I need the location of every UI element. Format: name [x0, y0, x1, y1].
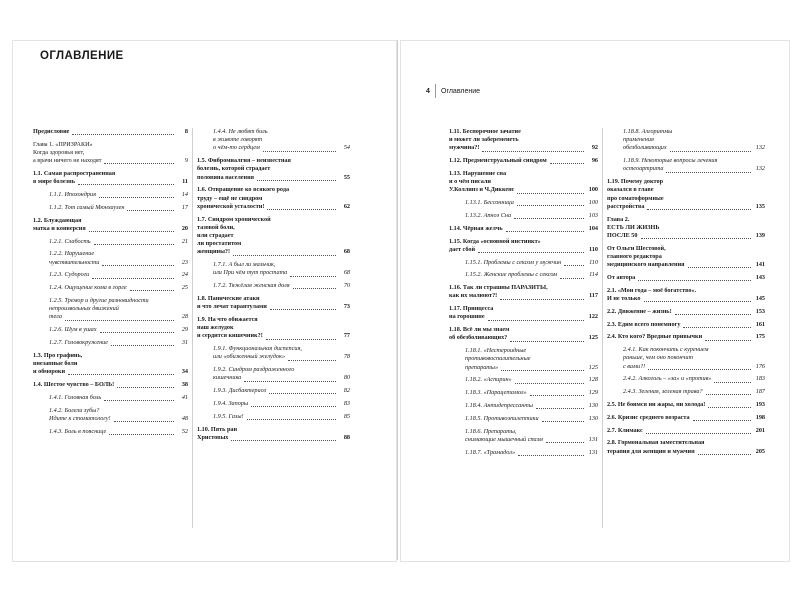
toc-entry-page: 183: [755, 375, 765, 383]
toc-entry[interactable]: [49, 339, 188, 347]
toc-entry-page: 131: [588, 448, 598, 456]
toc-entry-page: 130: [588, 402, 598, 409]
toc-entry-page: 82: [343, 387, 350, 395]
toc-entry[interactable]: [465, 376, 598, 384]
toc-entry-title: 1.18.4. Антидепрессанты: [465, 402, 533, 409]
toc-entry-title: 1.2.7. Головокружение: [49, 339, 109, 346]
toc-entry-title: 1.4.3. Боль в пояснице: [49, 427, 107, 435]
toc-entry-page: 77: [343, 332, 350, 340]
toc-entry[interactable]: [33, 352, 188, 377]
toc-column-2: [197, 128, 350, 528]
toc-entry-page: 122: [588, 313, 598, 321]
toc-entry-page: 205: [755, 447, 765, 455]
toc-entry-title: 2.7. Климакс: [607, 426, 643, 434]
toc-entry[interactable]: [607, 308, 765, 316]
dot-leader: [641, 238, 751, 239]
toc-entry[interactable]: [213, 282, 350, 290]
toc-entry[interactable]: [49, 238, 188, 246]
dot-leader: [482, 151, 584, 152]
toc-entry-title: 2.6. Кризис среднего возраста: [607, 413, 690, 421]
toc-entry-title: 1.15. Когда «основной инстинкт» дает сбой: [449, 237, 541, 253]
dot-leader: [117, 387, 174, 388]
dot-leader: [100, 332, 174, 333]
toc-entry-page: 38: [181, 381, 188, 388]
toc-entry-title: 1.18.6. Препараты, снимающие мышечный спазм: [465, 427, 543, 443]
toc-entry-page: 85: [343, 412, 350, 420]
toc-entry[interactable]: [197, 186, 350, 211]
toc-entry-title: 1.2.5. Тремор и другие разновидности непроизвольных движений тела: [49, 297, 149, 321]
dot-leader: [550, 163, 584, 164]
toc-entry-page: 29: [181, 326, 188, 334]
toc-entry[interactable]: [33, 141, 188, 166]
toc-entry[interactable]: [623, 157, 765, 173]
toc-entry[interactable]: [449, 128, 598, 153]
toc-entry-title: 1.4.2. Болели зубы? Идите к стоматологу!: [49, 406, 111, 422]
dot-leader: [683, 327, 751, 328]
toc-entry-title: 1.1. Самая распространенная в мире болезнь: [33, 170, 116, 186]
dot-leader: [293, 288, 336, 289]
toc-entry-title: 1.12. Предменструальный синдром: [449, 157, 547, 165]
dot-leader: [648, 369, 751, 370]
dot-leader: [638, 280, 751, 281]
dot-leader: [92, 278, 174, 279]
toc-entry-page: 161: [755, 320, 765, 328]
toc-entry-title: 1.18.1. «Нестероидные противовоспалительные препараты»: [465, 347, 531, 371]
dot-leader: [104, 163, 174, 164]
toc-entry-page: 88: [343, 433, 350, 441]
toc-entry-title: 1.2.3. Судороги: [49, 271, 90, 279]
dot-leader: [644, 301, 751, 302]
toc-entry[interactable]: [213, 366, 350, 382]
dot-leader: [102, 265, 174, 266]
toc-entry-title: 1.18. Всё ли мы знаем об обезболивающих?: [449, 326, 510, 342]
toc-entry[interactable]: [49, 250, 188, 266]
toc-entry-title: 1.4.4. Не любят боль в животе говорят о чём-то сердцем: [213, 128, 268, 152]
toc-entry-title: 2.4.1. Как покончить с курением раньше, чем оно покончит с вами?!: [623, 346, 709, 370]
toc-entry-title: 1.7.1. А был ли мальчик, или При чём тут простата: [213, 261, 288, 277]
toc-entry-page: 103: [588, 212, 598, 219]
toc-entry[interactable]: [197, 295, 350, 311]
toc-entry-page: 54: [343, 144, 350, 152]
dot-leader: [109, 434, 174, 435]
toc-entry-page: 48: [181, 414, 188, 422]
toc-entry[interactable]: [465, 402, 598, 410]
toc-entry-page: 80: [343, 374, 350, 382]
dot-leader: [269, 393, 336, 394]
dot-leader: [546, 442, 584, 443]
dot-leader: [244, 381, 336, 382]
toc-entry-page: 132: [755, 165, 765, 173]
toc-entry-page: 201: [755, 426, 765, 434]
toc-column-4: [607, 128, 765, 528]
toc-entry[interactable]: [33, 217, 188, 233]
toc-entry-title: 2.1. «Мои года – моё богатство». И не только: [607, 286, 697, 302]
toc-entry-title: 1.18.8. Алгоритмы применения обезболивающих: [623, 128, 673, 152]
toc-entry[interactable]: [465, 212, 598, 220]
toc-entry-title: 2.8. Гормональная заместительная терапия для женщин и мужчин: [607, 439, 705, 455]
toc-entry-page: 55: [343, 173, 350, 181]
dot-leader: [68, 374, 174, 375]
toc-entry-title: 1.9. На что обижается наш желудок и сердится кишечник?!: [197, 316, 263, 340]
dot-leader: [99, 197, 174, 198]
dot-leader: [111, 345, 174, 346]
toc-entry-page: 41: [181, 393, 188, 401]
toc-entry-page: 52: [181, 427, 188, 435]
toc-entry-title: 1.5. Фибромиалгия – неизвестная болезнь, которой страдает половина населения: [197, 157, 291, 181]
toc-entry-page: 9: [184, 157, 188, 165]
toc-entry[interactable]: [465, 199, 598, 207]
toc-entry-title: 1.15.1. Проблемы с сексом у мужчин: [465, 258, 562, 266]
toc-entry-title: От Ольги Шестовой, главного редактора медицинского направления: [607, 244, 685, 269]
toc-entry-title: 1.2.1. Слабость: [49, 237, 91, 245]
toc-entry-title: Глава 1. «ПРИЗРАКИ» Когда здоровья нет, а врачи ничего не находят: [33, 140, 102, 165]
toc-entry-page: 132: [755, 144, 765, 152]
toc-entry[interactable]: [465, 271, 598, 279]
dot-leader: [708, 407, 751, 408]
toc-entry-title: 1.16. Так ли страшны ПАРАЗИТЫ, как их малюют?!: [449, 284, 548, 300]
toc-entry-page: 176: [755, 362, 765, 370]
toc-title: ОГЛАВЛЕНИЕ: [40, 50, 124, 62]
toc-entry[interactable]: [49, 297, 188, 322]
toc-entry[interactable]: [213, 400, 350, 408]
toc-entry[interactable]: [49, 407, 188, 423]
toc-entry-title: 1.18.9. Некоторые вопросы лечения остеоартрита: [623, 157, 718, 173]
toc-entry-title: 1.2.2. Нарушение чувствительности: [49, 250, 100, 266]
toc-entry-page: 20: [181, 224, 188, 232]
dot-leader: [517, 193, 584, 194]
dot-leader: [646, 433, 751, 434]
dot-leader: [78, 184, 174, 185]
dot-leader: [688, 267, 751, 268]
toc-entry-page: 21: [181, 237, 188, 245]
toc-entry-title: 1.18.2. «Аспирин»: [465, 376, 512, 384]
toc-entry-title: 1.8. Панические атаки и что лечат тарантулами: [197, 295, 267, 311]
toc-entry[interactable]: [607, 245, 765, 270]
toc-entry-page: 139: [755, 232, 765, 239]
toc-entry-page: 104: [588, 224, 598, 232]
toc-entry[interactable]: [465, 428, 598, 444]
dot-leader: [233, 255, 336, 256]
toc-entry[interactable]: [213, 261, 350, 277]
toc-entry[interactable]: [197, 316, 350, 341]
toc-entry-page: 68: [343, 269, 350, 277]
dot-leader: [500, 299, 584, 300]
dot-leader: [517, 205, 584, 206]
toc-entry[interactable]: [213, 413, 350, 421]
header-separator: [435, 84, 436, 98]
dot-leader: [564, 265, 584, 266]
toc-entry-page: 117: [589, 292, 598, 300]
toc-entry[interactable]: [449, 157, 598, 165]
toc-entry[interactable]: [465, 449, 598, 457]
toc-entry-title: 1.4. Шестое чувство – БОЛЬ!: [33, 381, 115, 388]
dot-leader: [266, 339, 336, 340]
toc-entry-page: 193: [755, 401, 765, 408]
toc-entry-page: 198: [755, 413, 765, 421]
toc-entry-page: 145: [755, 295, 765, 302]
page-number: 4: [426, 88, 430, 95]
toc-entry-page: 73: [343, 303, 350, 311]
toc-entry[interactable]: [49, 326, 188, 334]
toc-entry-page: 31: [181, 339, 188, 346]
toc-entry[interactable]: [49, 394, 188, 402]
toc-entry-page: 96: [591, 157, 598, 165]
dot-leader: [290, 276, 336, 277]
toc-entry-page: 143: [755, 274, 765, 281]
toc-entry-title: 1.9.4. Запоры: [213, 400, 249, 407]
dot-leader: [670, 151, 751, 152]
toc-column-1: [33, 128, 188, 528]
dot-leader: [231, 440, 336, 441]
dot-leader: [560, 278, 584, 279]
toc-entry-page: 129: [588, 389, 598, 397]
dot-leader: [501, 370, 584, 371]
toc-entry-page: 62: [343, 202, 350, 210]
toc-entry[interactable]: [465, 389, 598, 397]
toc-entry[interactable]: [33, 128, 188, 136]
dot-leader: [693, 420, 751, 421]
toc-entry[interactable]: [213, 345, 350, 361]
toc-entry[interactable]: [449, 284, 598, 300]
toc-entry-title: 1.1.1. Ипохондрия: [49, 191, 96, 198]
toc-entry-page: 34: [181, 368, 188, 376]
dot-leader: [257, 180, 336, 181]
toc-entry-title: 1.18.7. «Трамадол»: [465, 448, 516, 456]
toc-entry-page: 153: [755, 307, 765, 315]
toc-entry[interactable]: [449, 170, 598, 195]
toc-entry-page: 125: [588, 363, 598, 371]
toc-entry-page: 110: [589, 245, 598, 253]
column-divider: [602, 128, 603, 528]
toc-entry-page: 110: [589, 258, 598, 266]
toc-entry[interactable]: [197, 157, 350, 182]
toc-entry-title: 1.2. Блуждающая матка и конверсия: [33, 216, 86, 232]
toc-entry[interactable]: [607, 274, 765, 282]
dot-leader: [542, 421, 584, 422]
toc-entry[interactable]: [465, 259, 598, 267]
toc-entry-page: 130: [588, 414, 598, 422]
toc-entry[interactable]: [49, 428, 188, 436]
toc-entry-page: 78: [343, 353, 350, 361]
dot-leader: [288, 360, 336, 361]
dot-leader: [104, 400, 174, 401]
running-header: Оглавление: [441, 88, 481, 95]
toc-entry-title: 1.18.5. Противоэпилептики: [465, 414, 539, 422]
toc-entry-page: 68: [343, 248, 350, 256]
toc-entry-page: 92: [591, 144, 598, 152]
dot-leader: [518, 455, 584, 456]
toc-entry-page: 128: [588, 376, 598, 384]
toc-entry[interactable]: [49, 204, 188, 212]
toc-entry[interactable]: [449, 238, 598, 254]
dot-leader: [514, 218, 584, 219]
dot-leader: [536, 408, 584, 409]
dot-leader: [530, 395, 584, 396]
toc-entry-page: 8: [184, 128, 188, 135]
toc-entry-page: 175: [755, 333, 765, 341]
toc-entry[interactable]: [607, 414, 765, 422]
toc-column-3: [449, 128, 598, 528]
toc-entry-title: 1.6. Отвращение ко всякого рода труду – ещё не синдром хронической усталости!: [197, 186, 290, 210]
toc-entry-title: 2.3. Едим всего понемногу: [607, 320, 681, 328]
toc-entry-title: 1.10. Пять ран Христовых: [197, 425, 238, 441]
toc-entry[interactable]: [197, 426, 350, 442]
toc-entry[interactable]: [607, 439, 765, 455]
toc-entry-title: 2.5. Не боимся ни жары, ни холода!: [607, 401, 706, 408]
toc-entry[interactable]: [449, 326, 598, 342]
dot-leader: [478, 252, 584, 253]
toc-entry-page: 187: [755, 388, 765, 396]
toc-entry-title: 1.15.2. Женские проблемы с сексом: [465, 271, 558, 279]
toc-entry[interactable]: [33, 381, 188, 389]
toc-entry-page: 14: [181, 191, 188, 198]
toc-entry-title: 1.3. Про графинь, внезапные боли и обмороки: [33, 351, 83, 376]
dot-leader: [714, 382, 751, 383]
dot-leader: [506, 231, 584, 232]
toc-entry[interactable]: [607, 287, 765, 303]
toc-entry-page: 70: [343, 282, 350, 290]
dot-leader: [94, 244, 174, 245]
toc-entry[interactable]: [465, 415, 598, 423]
toc-entry-title: 1.13.2. Апноэ Сна: [465, 212, 512, 219]
dot-leader: [706, 394, 751, 395]
toc-entry-title: 1.11. Беспорочное зачатие и может ли забеременеть мужчина?!: [449, 128, 521, 152]
toc-entry-title: Глава 2. ЕСТЬ ЛИ ЖИЗНЬ ПОСЛЕ 50: [607, 215, 660, 239]
toc-entry-page: 17: [181, 203, 188, 211]
toc-entry-title: 1.2.4. Ощущение кома в горле: [49, 284, 127, 292]
toc-entry-page: 23: [181, 258, 188, 266]
toc-entry-title: 1.9.3. Дисбактериоз: [213, 387, 267, 395]
toc-entry-page: 135: [755, 202, 765, 210]
toc-entry[interactable]: [607, 427, 765, 435]
toc-entry-page: 100: [588, 199, 598, 207]
toc-entry[interactable]: [623, 388, 765, 396]
toc-entry[interactable]: [33, 170, 188, 186]
toc-entry[interactable]: [607, 333, 765, 341]
toc-entry-title: От автора: [607, 274, 636, 281]
toc-entry-page: 125: [588, 334, 598, 342]
toc-entry[interactable]: [213, 128, 350, 153]
toc-entry-title: 1.7.2. Тяжёлая женская доля: [213, 282, 290, 290]
toc-entry[interactable]: [623, 346, 765, 371]
dot-leader: [251, 406, 336, 407]
toc-entry-title: 2.2. Движение – жизнь!: [607, 307, 672, 315]
dot-leader: [114, 421, 174, 422]
toc-entry-title: 1.13.1. Бессонница: [465, 199, 514, 207]
dot-leader: [263, 151, 336, 152]
dot-leader: [647, 209, 751, 210]
toc-entry-page: 131: [588, 435, 598, 443]
toc-entry-page: 83: [343, 400, 350, 407]
toc-entry[interactable]: [623, 128, 765, 153]
toc-entry-title: 2.4.2. Алкоголь – «за» и «против»: [623, 375, 712, 383]
toc-entry[interactable]: [623, 375, 765, 383]
dot-leader: [72, 134, 174, 135]
toc-entry[interactable]: [607, 216, 765, 241]
toc-entry-title: 1.14. Чёрная желчь: [449, 224, 503, 232]
toc-entry[interactable]: [607, 321, 765, 329]
toc-entry[interactable]: [49, 284, 188, 292]
toc-entry[interactable]: [49, 271, 188, 279]
toc-entry-title: 1.9.1. Функциональная диспепсия, или «обиженный желудок»: [213, 345, 302, 361]
toc-entry-title: 1.13. Нарушение сна и о чём писали У.Коллинз и Ч.Диккенс: [449, 170, 515, 194]
toc-entry-page: 100: [588, 186, 598, 194]
toc-entry-title: Предисловие: [33, 128, 70, 135]
toc-entry-page: 141: [755, 261, 765, 269]
dot-leader: [705, 340, 751, 341]
toc-entry[interactable]: [465, 347, 598, 372]
toc-entry[interactable]: [607, 178, 765, 211]
column-divider: [192, 128, 193, 528]
dot-leader: [65, 320, 174, 321]
book-gutter: [397, 40, 398, 560]
toc-entry[interactable]: [449, 305, 598, 321]
toc-entry-title: 1.18.3. «Парацетамол»: [465, 389, 527, 397]
dot-leader: [698, 454, 751, 455]
dot-leader: [247, 419, 336, 420]
toc-entry[interactable]: [197, 216, 350, 257]
dot-leader: [515, 383, 584, 384]
toc-entry-page: 28: [181, 313, 188, 321]
toc-entry-title: 1.17. Принцесса на горошине: [449, 305, 494, 321]
toc-entry-page: 11: [182, 178, 188, 186]
toc-entry-title: 1.1.2. Тот самый Мюнхаузен: [49, 203, 125, 211]
toc-entry-title: 2.4.3. Зеленая, зеленая трава?: [623, 388, 703, 396]
toc-entry-page: 25: [181, 284, 188, 292]
toc-entry[interactable]: [49, 191, 188, 199]
dot-leader: [675, 314, 751, 315]
toc-entry-title: 1.9.5. Газы!: [213, 412, 244, 420]
toc-entry[interactable]: [213, 387, 350, 395]
dot-leader: [130, 290, 174, 291]
dot-leader: [488, 320, 584, 321]
toc-entry-page: 24: [181, 271, 188, 279]
toc-entry-title: 1.9.2. Синдром раздраженного кишечника: [213, 366, 295, 382]
toc-entry-title: 1.19. Почему доктор оказался в главе про соматоформные расстройства: [607, 178, 664, 210]
toc-entry[interactable]: [607, 401, 765, 409]
toc-entry-title: 1.2.6. Шум в ушах: [49, 326, 97, 334]
dot-leader: [89, 231, 174, 232]
toc-entry-title: 1.4.1. Головная боль: [49, 393, 102, 401]
toc-entry-title: 2.4. Кто кого? Вредные привычки: [607, 333, 703, 341]
toc-entry-title: 1.7. Синдром хронической тазовой боли, или страдает ли простатитом женщины?!: [197, 215, 271, 256]
toc-entry[interactable]: [449, 225, 598, 233]
dot-leader: [127, 210, 174, 211]
dot-leader: [666, 172, 751, 173]
dot-leader: [510, 341, 584, 342]
dot-leader: [270, 309, 336, 310]
toc-entry-page: 114: [589, 271, 598, 279]
dot-leader: [267, 209, 336, 210]
